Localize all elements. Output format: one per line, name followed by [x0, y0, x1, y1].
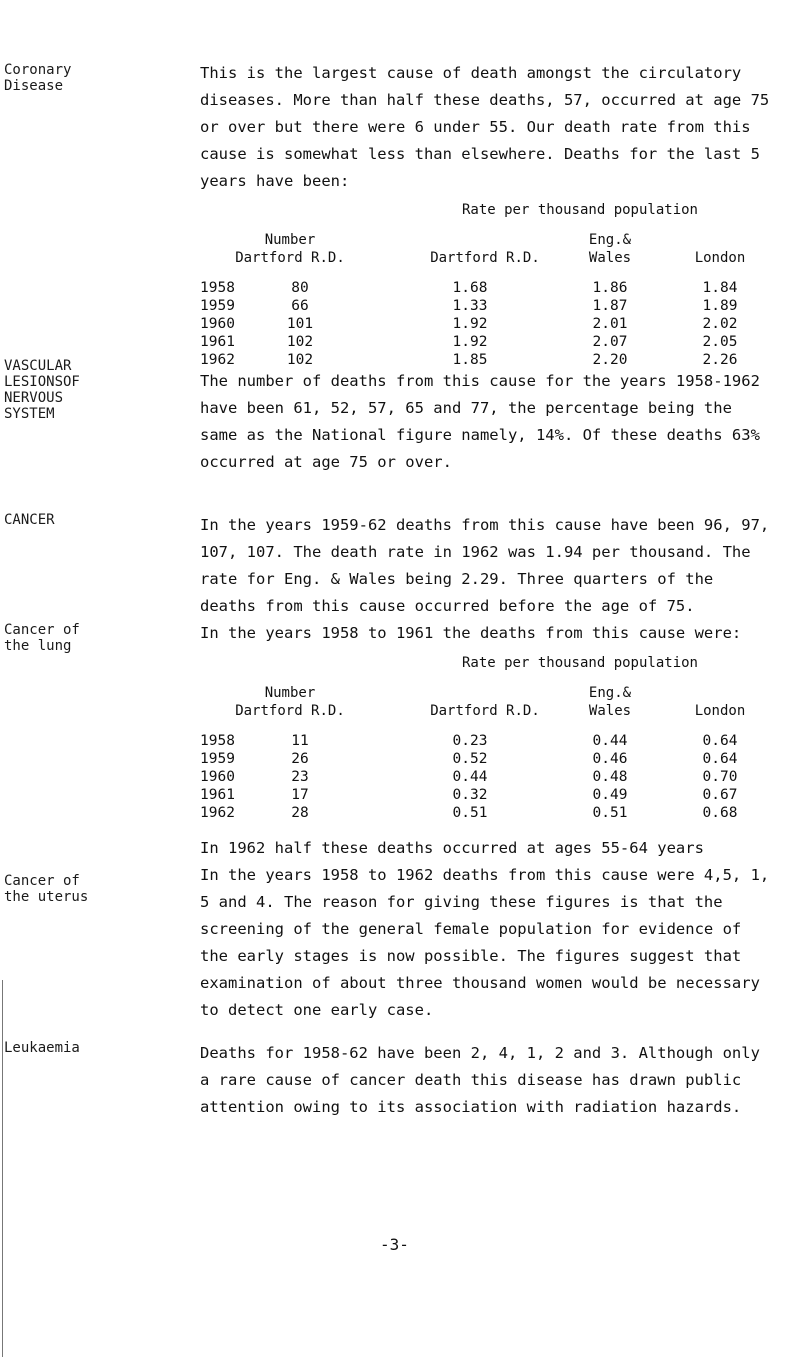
eng-cell: 0.51 — [592, 805, 628, 821]
margin-label-vascular: VASCULAR LESIONSOF NERVOUS SYSTEM — [4, 358, 80, 422]
dartford-cell: 1.92 — [452, 334, 488, 350]
lung-note-paragraph — [200, 835, 770, 862]
table-row — [200, 805, 760, 823]
margin-label-coronary: Coronary Disease — [4, 62, 72, 94]
year-cell: 1958 — [200, 280, 235, 296]
col-london-header: London — [694, 703, 746, 719]
dartford-cell: 1.85 — [452, 352, 488, 368]
number-cell: 26 — [291, 751, 309, 767]
table-row — [200, 769, 760, 787]
uterus-paragraph — [200, 862, 770, 1024]
col-dartford-left-header: Dartford R.D. — [235, 703, 345, 719]
dartford-cell: 1.33 — [452, 298, 488, 314]
year-cell: 1959 — [200, 751, 235, 767]
col-number-header: Number — [264, 232, 316, 248]
cancer-text-2: In the years 1958 to 1961 the deaths from this cause were: — [200, 624, 742, 642]
london-cell: 1.89 — [702, 298, 738, 314]
number-cell: 66 — [291, 298, 309, 314]
col-wales-header: Wales — [588, 250, 632, 266]
col-eng-header: Eng.& — [588, 232, 632, 248]
dartford-cell: 0.32 — [452, 787, 488, 803]
table-row — [200, 787, 760, 805]
lung-note-text: In 1962 half these deaths occurred at ages 55-64 years — [200, 839, 704, 857]
year-cell: 1961 — [200, 787, 235, 803]
col-london-header: London — [694, 250, 746, 266]
dartford-cell: 0.44 — [452, 769, 488, 785]
rate-caption: Rate per thousand population — [461, 655, 698, 671]
cancer-table — [200, 655, 760, 821]
eng-cell: 0.48 — [592, 769, 628, 785]
eng-cell: 0.46 — [592, 751, 628, 767]
london-cell: 2.02 — [702, 316, 738, 332]
rate-caption: Rate per thousand population — [461, 202, 698, 218]
number-cell: 11 — [291, 733, 309, 749]
margin-label-leukaemia: Leukaemia — [4, 1040, 80, 1056]
coronary-text: This is the largest cause of death amongst the circulatory diseases. More than half these deaths, 57, occurred at age 75 or over but there were 6 under 55. Our death rate from this cause is somewhat less than elsewhere. Deaths for the last 5 years have been: — [200, 64, 770, 190]
col-dartford-header: Dartford R.D. — [430, 250, 540, 266]
london-cell: 0.70 — [702, 769, 738, 785]
eng-cell: 0.44 — [592, 733, 628, 749]
year-cell: 1961 — [200, 334, 235, 350]
margin-scan-line — [2, 980, 3, 1357]
margin-label-cancer: CANCER — [4, 512, 55, 528]
number-cell: 28 — [291, 805, 309, 821]
dartford-cell: 0.51 — [452, 805, 488, 821]
col-wales-header: Wales — [588, 703, 632, 719]
year-cell: 1962 — [200, 352, 235, 368]
number-cell: 102 — [286, 352, 314, 368]
eng-cell: 1.86 — [592, 280, 628, 296]
cancer-text-1: In the years 1959-62 deaths from this cause have been 96, 97, 107, 107. The death rate in 1962 was 1.94 per thousand. The rate for Eng. & Wales being 2.29. Three quarters of the deaths from this cause occurred before the age of 75. — [200, 516, 770, 615]
dartford-cell: 0.52 — [452, 751, 488, 767]
number-cell: 23 — [291, 769, 309, 785]
year-cell: 1960 — [200, 316, 235, 332]
table-row — [200, 751, 760, 769]
year-cell: 1962 — [200, 805, 235, 821]
eng-cell: 0.49 — [592, 787, 628, 803]
page-number: -3- — [380, 1235, 409, 1254]
london-cell: 1.84 — [702, 280, 738, 296]
table-row — [200, 316, 760, 334]
dartford-cell: 0.23 — [452, 733, 488, 749]
eng-cell: 2.20 — [592, 352, 628, 368]
cancer-paragraph — [200, 512, 770, 647]
leukaemia-paragraph — [200, 1040, 770, 1121]
dartford-cell: 1.92 — [452, 316, 488, 332]
year-cell: 1960 — [200, 769, 235, 785]
table-row — [200, 334, 760, 352]
london-cell: 2.05 — [702, 334, 738, 350]
coronary-paragraph — [200, 60, 770, 195]
london-cell: 0.64 — [702, 733, 738, 749]
margin-label-uterus: Cancer of the uterus — [4, 873, 89, 905]
number-cell: 17 — [291, 787, 309, 803]
eng-cell: 2.01 — [592, 316, 628, 332]
col-number-header: Number — [264, 685, 316, 701]
eng-cell: 1.87 — [592, 298, 628, 314]
table-row — [200, 280, 760, 298]
year-cell: 1959 — [200, 298, 235, 314]
london-cell: 0.67 — [702, 787, 738, 803]
coronary-table — [200, 202, 760, 372]
col-dartford-header: Dartford R.D. — [430, 703, 540, 719]
number-cell: 102 — [286, 334, 314, 350]
london-cell: 0.64 — [702, 751, 738, 767]
margin-label-lung: Cancer of the lung — [4, 622, 80, 654]
vascular-text: The number of deaths from this cause for the years 1958-1962 have been 61, 52, 57, 65 and 77, the percentage being the same as the National figure namely, 14%. Of these deaths 63% occurred at age 75 or over. — [200, 372, 760, 471]
table-row — [200, 298, 760, 316]
london-cell: 2.26 — [702, 352, 738, 368]
uterus-text: In the years 1958 to 1962 deaths from this cause were 4,5, 1, 5 and 4. The reason for giving these figures is that the screening of the general female population for evidence of the early stages is now possible. The figures suggest that examination of about three thousand women would be necessary to detect one early case. — [200, 866, 770, 1019]
dartford-cell: 1.68 — [452, 280, 488, 296]
table-row — [200, 733, 760, 751]
leukaemia-text: Deaths for 1958-62 have been 2, 4, 1, 2 and 3. Although only a rare cause of cancer death this disease has drawn public attention owing to its association with radiation hazards. — [200, 1044, 760, 1116]
vascular-paragraph — [200, 368, 770, 476]
london-cell: 0.68 — [702, 805, 738, 821]
eng-cell: 2.07 — [592, 334, 628, 350]
number-cell: 101 — [286, 316, 314, 332]
col-eng-header: Eng.& — [588, 685, 632, 701]
col-dartford-left-header: Dartford R.D. — [235, 250, 345, 266]
year-cell: 1958 — [200, 733, 235, 749]
number-cell: 80 — [291, 280, 309, 296]
